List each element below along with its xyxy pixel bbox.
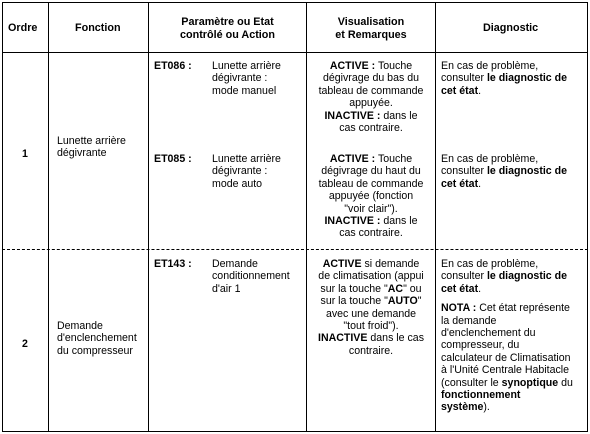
et085-diagnostic: En cas de problème, consulter le diagnostic de cet état. bbox=[441, 153, 567, 190]
row-divider bbox=[2, 249, 588, 250]
header-fonction: Fonction bbox=[75, 22, 121, 34]
header-parametre: Paramètre ou Etat contrôlé ou Action bbox=[180, 16, 275, 41]
header-ordre: Ordre bbox=[8, 22, 38, 34]
row-2-ordre: 2 bbox=[22, 338, 28, 350]
row-1-fonction: Lunette arrière dégivrante bbox=[57, 135, 126, 160]
et085-param: Lunette arrière dégivrante : mode auto bbox=[212, 153, 281, 190]
et086-code: ET086 : bbox=[154, 60, 192, 72]
column-divider bbox=[48, 2, 49, 432]
header-divider bbox=[2, 52, 588, 53]
row-1-ordre: 1 bbox=[22, 148, 28, 160]
row-2-fonction: Demande d'enclenchement du compresseur bbox=[57, 320, 137, 357]
et143-param: Demande conditionnement d'air 1 bbox=[212, 258, 290, 295]
header-diagnostic: Diagnostic bbox=[483, 22, 539, 34]
et143-diagnostic: En cas de problème, consulter le diagnostic de cet état. NOTA : Cet état représente la demande d'enclenchement du compresseur, du calculateur de Climatisation à l'Unité Centrale Habitacle (consulter le synoptique du fonctionnement système). bbox=[441, 258, 573, 414]
et143-visualisation: ACTIVE si demande de climatisation (appui sur la touche "AC" ou sur la touche "AUTO" avec une demande "tout froid"). INACTIVE dans le cas contraire. bbox=[318, 258, 424, 357]
column-divider bbox=[148, 2, 149, 432]
et086-param: Lunette arrière dégivrante : mode manuel bbox=[212, 60, 281, 97]
et086-diagnostic: En cas de problème, consulter le diagnostic de cet état. bbox=[441, 60, 567, 97]
column-divider bbox=[435, 2, 436, 432]
et086-visualisation: ACTIVE : Touche dégivrage du bas du tableau de commande appuyée. INACTIVE : dans le cas contraire. bbox=[318, 60, 424, 135]
et085-code: ET085 : bbox=[154, 153, 192, 165]
header-visualisation: Visualisation et Remarques bbox=[335, 16, 407, 41]
et143-code: ET143 : bbox=[154, 258, 192, 270]
et085-visualisation: ACTIVE : Touche dégivrage du haut du tableau de commande appuyée (fonction "voir clair"). INACTIVE : dans le cas contraire. bbox=[318, 153, 424, 240]
